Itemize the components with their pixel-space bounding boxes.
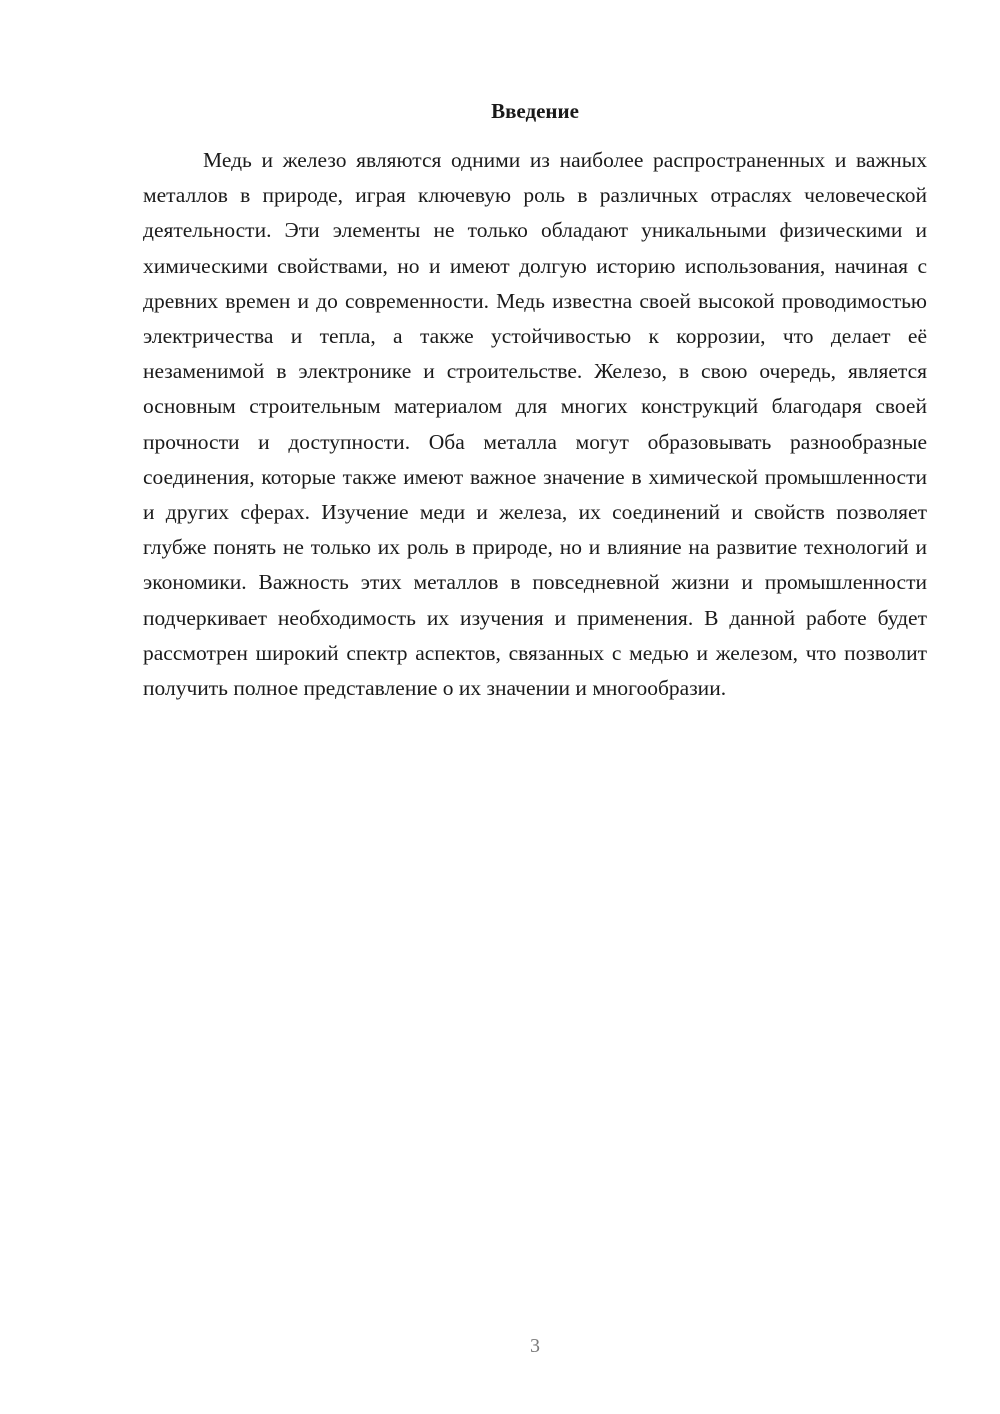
section-heading: Введение bbox=[491, 99, 579, 123]
page-number: 3 bbox=[530, 1335, 540, 1357]
body-paragraph: Медь и железо являются одними из наиболее распространенных и важных металлов в природе, играя ключевую роль в различных отраслях человеческой деятельности. Эти элементы не только обладают уникальными физическими и химическими свойствами, но и имеют долгую историю использования, начиная с древних времен и до современности. Медь известна своей высокой проводимостью электричества и тепла, а также устойчивостью к коррозии, что делает её незаменимой в электронике и строительстве. Железо, в свою очередь, является основным строительным материалом для многих конструкций благодаря своей прочности и доступности. Оба металла могут образовывать разнообразные соединения, которые также имеют важное значение в химической промышленности и других сферах. Изучение меди и железа, их соединений и свойств позволяет глубже понять не только их роль в природе, но и влияние на развитие технологий и экономики. Важность этих металлов в повседневной жизни и промышленности подчеркивает необходимость их изучения и применения. В данной работе будет рассмотрен широкий спектр аспектов, связанных с медью и железом, что позволит получить полное представление о их значении и многообразии. bbox=[143, 148, 927, 701]
